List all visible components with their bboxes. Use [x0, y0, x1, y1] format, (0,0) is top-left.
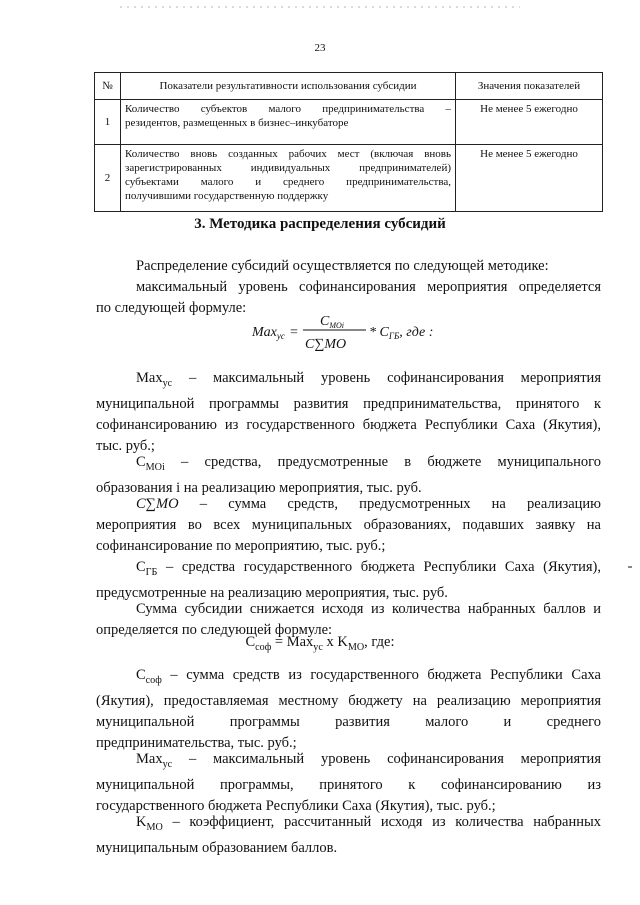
- definition-kmo: [96, 812, 601, 859]
- definition-cgb: [96, 557, 601, 604]
- table-cell-indicator: [121, 100, 456, 145]
- text-line: $C_{ГБ}$ – средства государственного бюджета Республики Саха (Якутия),: [136, 559, 601, 578]
- text-line: по следующей формуле:: [96, 300, 247, 316]
- text-line: софинансированию из государственного бюджета Республики Саха (Якутия),: [96, 416, 601, 433]
- definition-max: [96, 368, 601, 457]
- formula-lhs: Max$_{ус}$: [252, 325, 285, 341]
- table-header-num: №: [95, 73, 121, 100]
- paragraph-intro: [96, 256, 601, 277]
- formula-subsidy: $С_{соф} = Max_{ус}$ x $K_{MO}$, где:: [245, 634, 395, 653]
- table-header-row: [95, 73, 603, 100]
- text-line: Max$_{ус}$ – максимальный уровень софинансирования мероприятия: [136, 370, 601, 389]
- table-cell-num: 2: [95, 145, 121, 212]
- text-line: муниципальной программы развития предпринимательства, принятого к: [96, 395, 601, 412]
- text-line: определяется по следующей формуле:: [96, 622, 333, 638]
- indicator-line: Количество вновь созданных рабочих мест (включая вновь: [125, 148, 451, 160]
- indicator-line: субъектами малого и среднего предпринимательства,: [125, 176, 451, 188]
- formula-max-level: [250, 310, 450, 354]
- formula-denominator: C∑MO: [305, 337, 347, 352]
- text-line: $K_{MO}$ – коэффициент, рассчитанный исходя из количества набранных: [136, 814, 601, 833]
- text-line: муниципальным образованием баллов.: [96, 839, 338, 856]
- formula-multiplier: * $C_{ГБ}$, где :: [369, 325, 434, 341]
- text-line: предпринимательства, тыс. руб.;: [96, 734, 297, 751]
- svg-text:=: =: [290, 325, 298, 340]
- text-line: предусмотренные на реализацию мероприятия, тыс. руб.: [96, 584, 448, 601]
- indicator-line: зарегистрированных индивидуальных предпринимателей): [125, 162, 451, 174]
- definition-csof: [96, 665, 601, 754]
- table-cell-value: Не менее 5 ежегодно: [456, 100, 603, 145]
- table-cell-indicator: [121, 145, 456, 212]
- formula-numerator: $C_{MOi}$: [320, 314, 345, 330]
- text-line: C∑MO – сумма средств, предусмотренных на реализацию: [136, 496, 601, 512]
- text-line: $C_{MOi}$ – средства, предусмотренные в бюджете муниципального: [136, 454, 601, 473]
- scan-edge-mark: [628, 566, 632, 568]
- table-header-indicator: Показатели результативности использования субсидии: [121, 73, 456, 100]
- table-row: [95, 145, 603, 212]
- table-header-value: Значения показателей: [456, 73, 603, 100]
- text-line: максимальный уровень софинансирования мероприятия определяется: [136, 279, 601, 295]
- text-line: (Якутия), предоставляемая местному бюджету на реализацию мероприятия: [96, 692, 601, 709]
- text-line: софинансирование по мероприятию, тыс. руб.;: [96, 538, 386, 554]
- text-line: мероприятия во всех муниципальных образованиях, подавших заявку на: [96, 517, 601, 533]
- indicators-table: [94, 72, 603, 212]
- indicator-line: Количество субъектов малого предпринимательства –: [125, 103, 451, 115]
- section-heading: 3. Методика распределения субсидий: [194, 216, 446, 232]
- page-number: 23: [314, 42, 326, 54]
- scan-noise-line: [120, 6, 520, 8]
- table-cell-value: Не менее 5 ежегодно: [456, 145, 603, 212]
- text-line: муниципальной программы развития малого и среднего: [96, 713, 601, 730]
- definition-sum: [96, 494, 601, 557]
- table-cell-num: 1: [95, 100, 121, 145]
- text-line: Сумма субсидии снижается исходя из количества набранных баллов и: [136, 601, 601, 617]
- text-line: $С_{соф}$ – сумма средств из государственного бюджета Республики Саха: [136, 667, 601, 686]
- text-line: образования i на реализацию мероприятия, тыс. руб.: [96, 479, 422, 496]
- definition-cmo: [96, 452, 601, 499]
- indicator-line: получившими государственную поддержку: [125, 190, 329, 202]
- definition-max-2: [96, 749, 601, 817]
- text-line: муниципальной программы, принятого к софинансированию из: [96, 776, 601, 793]
- indicator-line: резидентов, размещенных в бизнес–инкубаторе: [125, 117, 349, 129]
- text-line: Max$_{ус}$ – максимальный уровень софинансирования мероприятия: [136, 751, 601, 770]
- text-line: тыс. руб.;: [96, 437, 155, 454]
- table-row: [95, 100, 603, 145]
- text-line: государственного бюджета Республики Саха (Якутия), тыс. руб.;: [96, 797, 496, 814]
- text-line: Распределение субсидий осуществляется по следующей методике:: [136, 258, 549, 274]
